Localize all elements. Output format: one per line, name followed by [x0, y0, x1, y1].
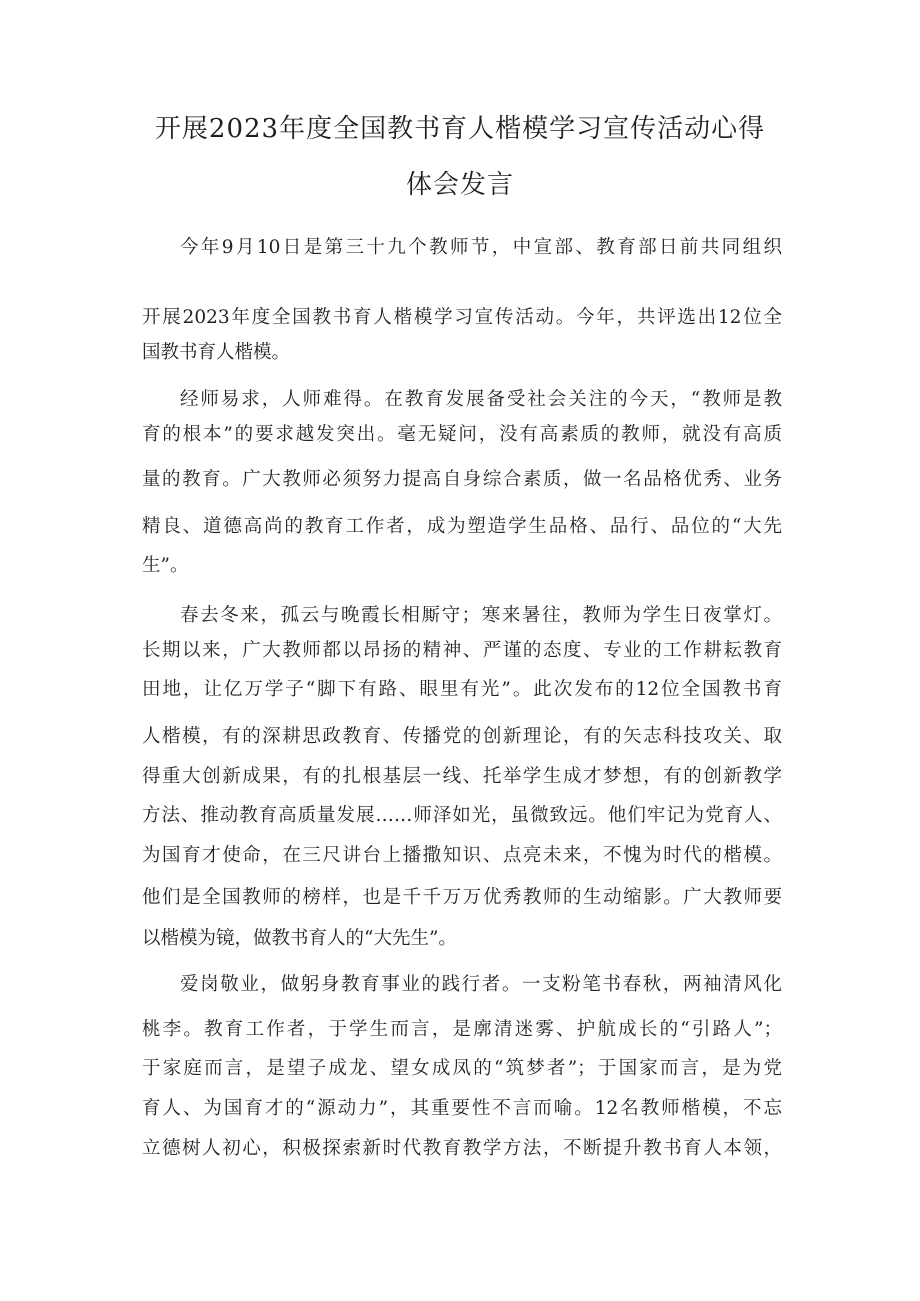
paragraph-2-line-2: 育的根本”的要求越发突出。毫无疑问，没有高素质的教师，就没有高质 — [142, 424, 782, 445]
paragraph-3-line-7: 为国育才使命，在三尺讲台上播撒知识、点亮未来，不愧为时代的楷模。 — [142, 845, 782, 866]
paragraph-4-line-5: 立德树人初心，积极探索新时代教育教学方法，不断提升教书育人本领， — [142, 1138, 782, 1159]
paragraph-2-line-5: 生”。 — [142, 555, 189, 576]
paragraph-1-line-2: 开展2023年度全国教书育人楷模学习宣传活动。今年，共评选出12位全 — [142, 307, 782, 328]
paragraph-4-line-4: 育人、为国育才的“源动力”，其重要性不言而喻。12名教师楷模，不忘 — [142, 1098, 782, 1119]
paragraph-1-line-1: 今年9月10日是第三十九个教师节，中宣部、教育部日前共同组织 — [180, 237, 782, 258]
paragraph-3-line-6: 方法、推动教育高质量发展……师泽如光，虽微致远。他们牢记为党育人、 — [142, 805, 782, 826]
paragraph-4-line-2: 桃李。教育工作者，于学生而言，是廓清迷雾、护航成长的“引路人”； — [142, 1019, 782, 1040]
document-title-line-1: 开展2023年度全国教书育人楷模学习宣传活动心得 — [154, 114, 766, 144]
paragraph-3-line-1: 春去冬来，孤云与晚霞长相厮守；寒来暑往，教师为学生日夜掌灯。 — [180, 605, 782, 626]
paragraph-4-line-3: 于家庭而言，是望子成龙、望女成凤的“筑梦者”；于国家而言，是为党 — [142, 1058, 782, 1079]
paragraph-3-line-8: 他们是全国教师的榜样，也是千千万万优秀教师的生动缩影。广大教师要 — [142, 887, 782, 908]
paragraph-2-line-4: 精良、道德高尚的教育工作者，成为塑造学生品格、品行、品位的“大先 — [142, 516, 782, 537]
paragraph-3-line-4: 人楷模，有的深耕思政教育、传播党的创新理论，有的矢志科技攻关、取 — [142, 726, 782, 747]
paragraph-4-line-1: 爱岗敬业，做躬身教育事业的践行者。一支粉笔书春秋，两袖清风化 — [180, 974, 782, 995]
document-title-line-2: 体会发言 — [405, 170, 514, 200]
paragraph-3-line-2: 长期以来，广大教师都以昂扬的精神、严谨的态度、专业的工作耕耘教育 — [142, 640, 782, 661]
paragraph-2-line-1: 经师易求，人师难得。在教育发展备受社会关注的今天，“教师是教 — [180, 389, 782, 410]
paragraph-2-line-3: 量的教育。广大教师必须努力提高自身综合素质，做一名品格优秀、业务 — [142, 469, 782, 490]
paragraph-3-line-3: 田地，让亿万学子“脚下有路、眼里有光”。此次发布的12位全国教书育 — [142, 679, 782, 700]
paragraph-3-line-9: 以楷模为镜，做教书育人的“大先生”。 — [142, 928, 457, 949]
paragraph-3-line-5: 得重大创新成果，有的扎根基层一线、托举学生成才梦想，有的创新教学 — [142, 766, 782, 787]
paragraph-1-line-3: 国教书育人楷模。 — [142, 342, 291, 363]
